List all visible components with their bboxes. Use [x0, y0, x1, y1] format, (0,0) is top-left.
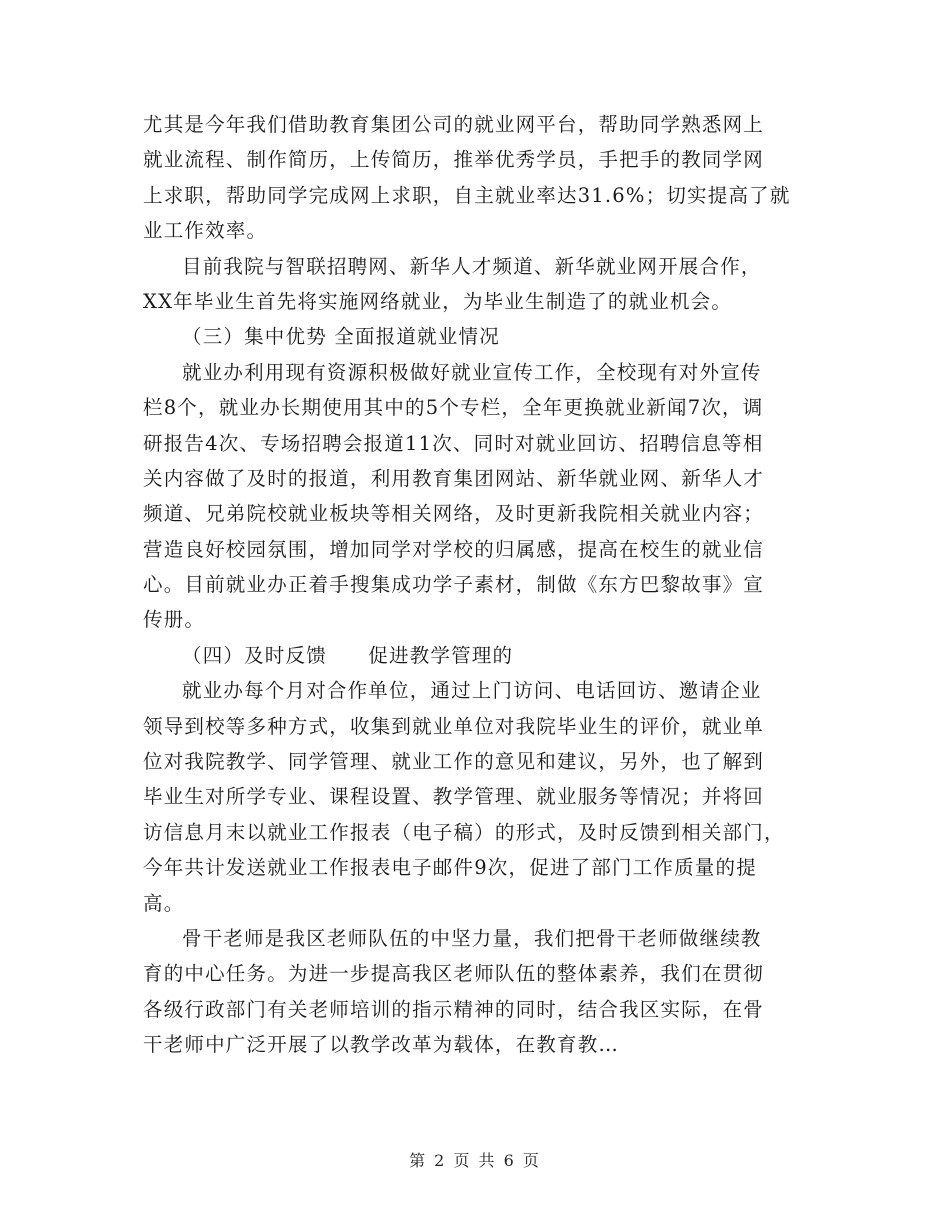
paragraph-first-line: 骨干老师是我区老师队伍的中坚力量，我们把骨干老师做继续教 — [182, 926, 762, 950]
paragraph-first-line: 就业办利用现有资源积极做好就业宣传工作，全校现有对外宣传 — [182, 360, 762, 384]
section-heading: （三）集中优势 全面报道就业情况 — [182, 325, 500, 349]
text-line: 营造良好校园氛围，增加同学对学校的归属感，提高在校生的就业信 — [143, 537, 765, 561]
text-line: 关内容做了及时的报道，利用教育集团网站、新华就业网、新华人才 — [143, 466, 765, 490]
text-line: 尤其是今年我们借助教育集团公司的就业网平台，帮助同学熟悉网上 — [143, 113, 765, 136]
text-line: 位对我院教学、同学管理、就业工作的意见和建议，另外，也了解到 — [143, 750, 765, 774]
text-line: 干老师中广泛开展了以教学改革为载体，在教育教… — [143, 1033, 620, 1057]
paragraph-first-line: 目前我院与智联招聘网、新华人才频道、新华就业网开展合作， — [182, 254, 762, 278]
text-line: 心。目前就业办正着手搜集成功学子素材，制做《东方巴黎故事》宣 — [143, 573, 765, 597]
text-line: 就业流程、制作简历，上传简历，推举优秀学员，手把手的教同学网 — [143, 148, 765, 172]
text-line: 毕业生对所学专业、课程设置、教学管理、就业服务等情况；并将回 — [143, 785, 765, 809]
text-line: 育的中心任务。为进一步提高我区老师队伍的整体素养，我们在贯彻 — [143, 962, 765, 986]
text-line: 今年共计发送就业工作报表电子邮件9次，促进了部门工作质量的提 — [143, 856, 757, 880]
text-line: 业工作效率。 — [143, 219, 268, 243]
text-line: 上求职，帮助同学完成网上求职，自主就业率达31.6%；切实提高了就 — [143, 183, 791, 207]
text-line: 研报告4次、专场招聘会报道11次、同时对就业回访、招聘信息等相 — [143, 431, 764, 455]
document-body — [143, 107, 811, 1063]
text-line: 访信息月末以就业工作报表（电子稿）的形式，及时反馈到相关部门， — [143, 820, 785, 844]
text-line: 各级行政部门有关老师培训的指示精神的同时，结合我区实际，在骨 — [143, 997, 765, 1021]
text-line: 领导到校等多种方式，收集到就业单位对我院毕业生的评价，就业单 — [143, 714, 765, 738]
text-line: 传册。 — [143, 608, 206, 632]
text-line: 频道、兄弟院校就业板块等相关网络，及时更新我院相关就业内容； — [143, 502, 765, 526]
text-line: 栏8个，就业办长期使用其中的5个专栏，全年更换就业新闻7次，调 — [143, 396, 764, 420]
section-heading: （四）及时反馈 促进教学管理的 — [182, 643, 514, 667]
paragraph-first-line: 就业办每个月对合作单位，通过上门访问、电话回访、邀请企业 — [182, 679, 762, 703]
page-number-footer: 第 2 页 共 6 页 — [409, 1151, 541, 1170]
text-line: XX年毕业生首先将实施网络就业，为毕业生制造了的就业机会。 — [143, 289, 733, 313]
text-line: 高。 — [143, 891, 185, 915]
